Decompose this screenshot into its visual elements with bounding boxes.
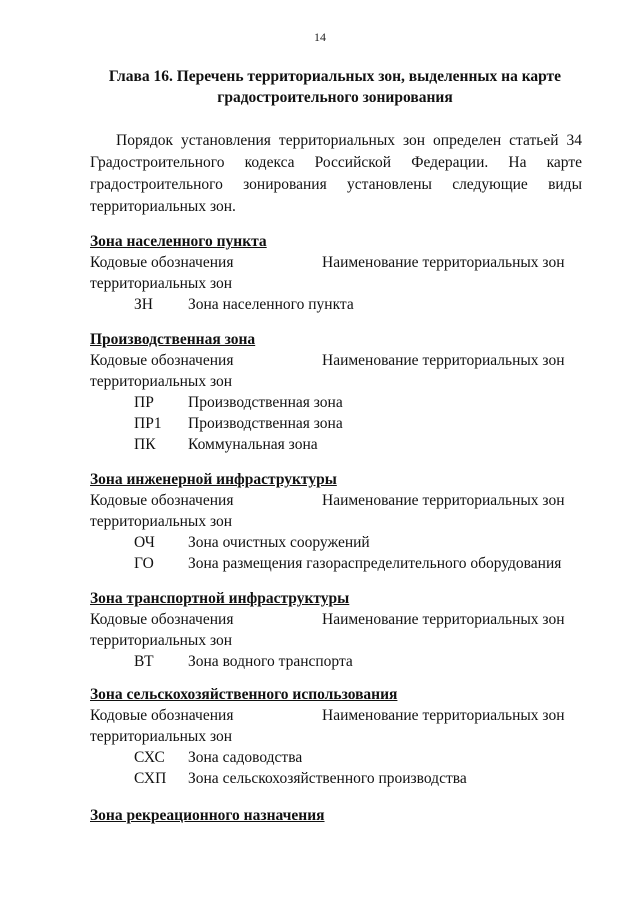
zone-code: ПР1 [134,415,162,432]
zone-code: СХП [134,770,167,787]
zone-row [90,768,582,789]
zone-row [90,651,582,672]
zone-row [90,294,582,315]
zone-row [90,392,582,413]
zone-name: Зона садоводства [188,749,303,766]
zone-name: Коммунальная зона [188,436,318,453]
zone-code: ОЧ [134,534,155,551]
section-title: Производственная зона [90,331,256,348]
section-industrial-zone [90,330,582,455]
table-header [90,350,582,371]
section-title: Зона населенного пункта [90,233,267,250]
column-header-code: Кодовые обозначения [90,254,234,271]
column-header-code: Кодовые обозначения [90,492,234,509]
column-header-code: Кодовые обозначения [90,611,234,628]
page-number: 14 [314,30,326,44]
section-settlement-zone [90,232,582,315]
column-header-code: Кодовые обозначения [90,707,234,724]
zone-row [90,413,582,434]
zone-name: Зона населенного пункта [188,296,354,313]
intro-paragraph: Порядок установления территориальных зон определен статьей 34 Градостроительного кодекса Российской Федерации. На карте градостроительного зонирования установлены следующие виды территориальных зон. [90,132,582,215]
column-header-code-continued: территориальных зон [90,513,233,530]
zone-code: СХС [134,749,165,766]
zone-code: ЗН [134,296,153,313]
column-header-name: Наименование территориальных зон [322,254,565,271]
section-engineering-infrastructure [90,470,582,574]
column-header-code-continued: территориальных зон [90,373,233,390]
section-title: Зона инженерной инфраструктуры [90,471,337,488]
section-transport-infrastructure [90,589,582,672]
zone-name: Зона сельскохозяйственного производства [188,770,467,787]
zone-row [90,553,582,574]
zone-name: Производственная зона [188,415,343,432]
table-header [90,490,582,511]
zone-code: ГО [134,555,154,572]
table-header [90,705,582,726]
chapter-title: Глава 16. Перечень территориальных зон, выделенных на карте градостроительного зонирования [108,68,562,106]
section-title: Зона рекреационного назначения [90,807,325,824]
column-header-name: Наименование территориальных зон [322,611,565,628]
zone-row [90,434,582,455]
column-header-code: Кодовые обозначения [90,352,234,369]
table-header [90,252,582,273]
section-recreational-zone [90,806,582,826]
zone-row [90,747,582,768]
column-header-name: Наименование территориальных зон [322,492,565,509]
zone-code: ВТ [134,653,154,670]
zone-code: ПК [134,436,156,453]
table-header [90,609,582,630]
zone-name: Зона размещения газораспределительного оборудования [188,555,562,572]
section-title: Зона сельскохозяйственного использования [90,686,398,703]
section-agricultural-zone [90,685,582,789]
column-header-code-continued: территориальных зон [90,728,233,745]
zone-name: Зона водного транспорта [188,653,353,670]
column-header-code-continued: территориальных зон [90,275,233,292]
zone-name: Зона очистных сооружений [188,534,370,551]
column-header-name: Наименование территориальных зон [322,352,565,369]
zone-code: ПР [134,394,154,411]
zone-row [90,532,582,553]
zone-name: Производственная зона [188,394,343,411]
section-title: Зона транспортной инфраструктуры [90,590,350,607]
column-header-name: Наименование территориальных зон [322,707,565,724]
column-header-code-continued: территориальных зон [90,632,233,649]
